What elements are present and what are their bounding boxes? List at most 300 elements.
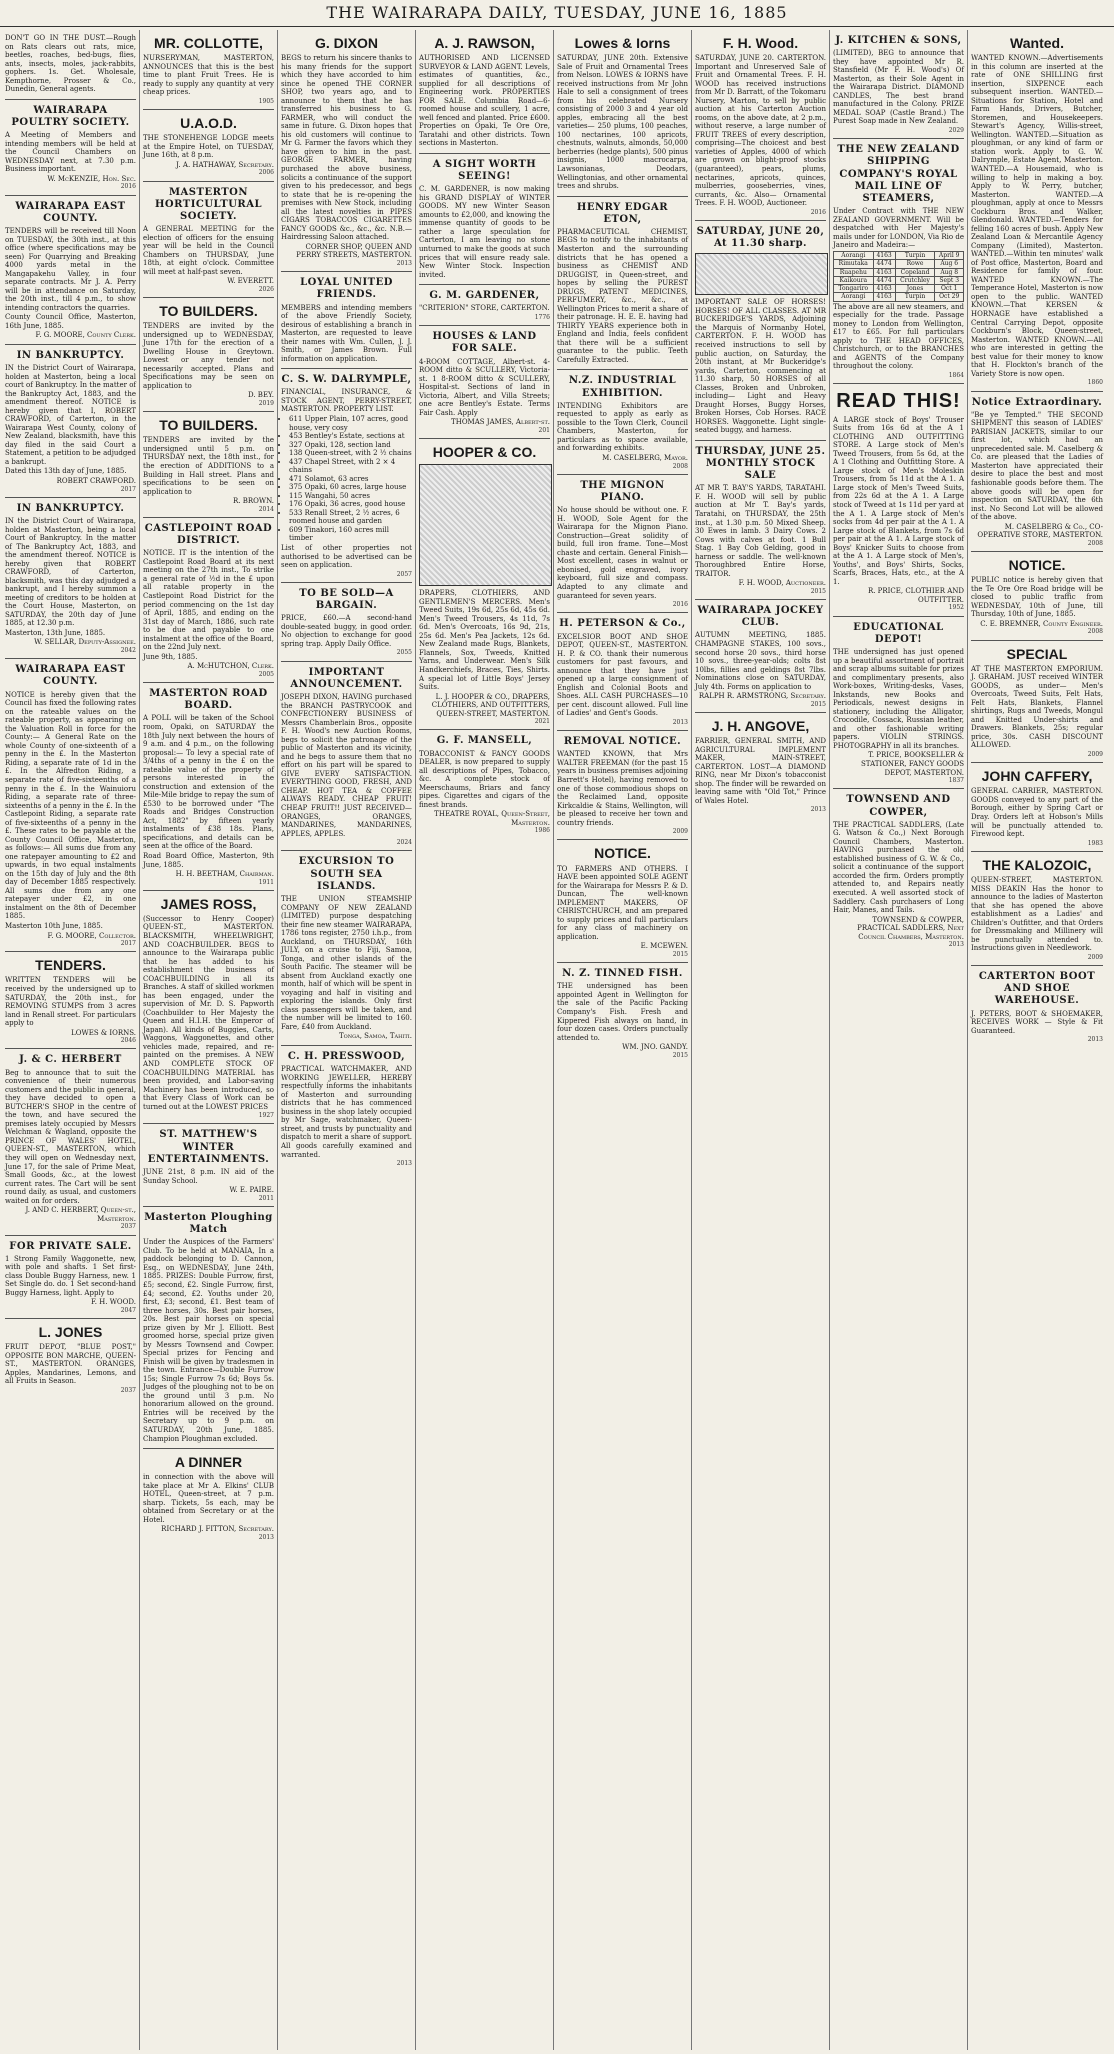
ad-reference-number: 2015	[810, 700, 826, 708]
ad-signature: THOMAS JAMES, Albert-st.	[451, 418, 550, 427]
column-2	[140, 30, 278, 2050]
ad-heading: THE MIGNON PIANO.	[580, 479, 665, 504]
ad-heading: N. Z. TINNED FISH.	[562, 968, 683, 980]
ad-body: MEMBERS and intending members of the above Friendly Society, desirous of establishing a branch in Masterton, are requested to leave their names with Wm. Cullen, J. J. Smith, or James Brown. Full information on application.	[281, 303, 412, 363]
ad-heading: Lowes & Iorns	[574, 35, 671, 51]
ad-body: THE STONEHENGE LODGE meets at the Empire Hotel, on TUESDAY, June 16th, at 8 p.m.	[143, 134, 274, 160]
ad-reference-number: 1927	[258, 1112, 274, 1120]
table-cell: Tongariro	[834, 285, 874, 293]
ad-heading: ST. MATTHEW'S WINTER ENTERTAINMENTS.	[147, 1129, 270, 1165]
advertisement	[281, 851, 412, 1046]
table-cell: Turpin	[895, 251, 935, 259]
ad-body: AUTHORISED AND LICENSED SURVEYOR & LAND AGENT. Levels, estimates of quantities, &c., supplied for all descriptions of Engineering work. PROPERTIES FOR SALE. Columbia Road—6-roomed house and scullery, 1 acre, well fenced and planted. Price £600. Properties on Opaki, Te Ore Ore, Taratahi and other districts. Town sections in Masterton.	[419, 54, 550, 148]
ad-heading: LOYAL UNITED FRIENDS.	[300, 277, 393, 301]
advertisement	[143, 298, 274, 412]
ad-heading: TENDERS.	[35, 957, 106, 974]
table-cell: Ruapehu	[834, 268, 874, 276]
advertisement	[5, 659, 136, 952]
table-cell: Aug 6	[935, 260, 964, 268]
ad-reference-number: 2015	[672, 950, 688, 958]
ad-reference-number: 2047	[120, 1306, 136, 1314]
table-cell: Jones	[895, 285, 935, 293]
ad-body: INTENDING Exhibitors are requested to apply as early as possible to the Town Clerk, Council Chambers, Masterton, for particulars as to space available, and forwarding exhibits.	[557, 401, 688, 453]
ad-heading: J. H. ANGOVE,	[711, 718, 810, 735]
ad-heading: HENRY EDGAR ETON,	[576, 201, 669, 225]
advertisement	[557, 613, 688, 731]
ad-signature: F. H. WOOD, Auctioneer.	[738, 579, 826, 588]
advertisement	[833, 30, 964, 139]
sailing-table	[833, 251, 964, 302]
ad-body: 1 Strong Family Waggonette, new, with pole and shafts. 1 Set first-class Double Buggy Harness, new. 1 Set Single do. do. 1 Set second-hand Buggy Harness, light. Apply to	[5, 1254, 136, 1297]
ad-heading: THURSDAY, JUNE 25. MONTHLY STOCK SALE	[695, 445, 826, 482]
table-cell: April 9	[935, 251, 964, 259]
ad-heading: H. PETERSON & Co.,	[559, 618, 686, 630]
ad-body: THE PRACTICAL SADDLERS, (Late G. Watson & Co.,) Next Borough Council Chambers, Masterton. HAVING purchased the old established business of G. W. & Co., solicit a continuance of the support accorded the firm. Orders promptly attended to, and Repairs neatly executed. A well assorted stock of Saddlery. Cash purchasers of Long Hair, Manes, and Tails.	[833, 820, 964, 915]
ad-body: NOTICE. IT is the intention of the Castlepoint Road Board at its next meeting on the 27th inst., To strike a general rate of ½d in the £ upon all ratable property in the Castlepoint Road District for the period commencing on the 1st day of April, 1885, and ending on the 31st day of March, 1886, such rate to be due and payable to one instalment at the office of the Board, on the 22nd July next.	[143, 549, 274, 652]
ad-heading: JOHN CAFFERY,	[981, 768, 1093, 785]
advertisement	[5, 1049, 136, 1235]
ad-signature: D. BEY.	[247, 391, 274, 400]
ad-reference-number: 2015	[672, 1051, 688, 1059]
advertisement	[5, 952, 136, 1049]
ad-reference-number: 2037	[120, 1223, 136, 1231]
ad-reference-number: 1952	[948, 604, 964, 612]
ad-heading: U.A.O.D.	[180, 115, 237, 132]
column-5	[554, 30, 692, 2050]
table-cell: 4163	[873, 251, 895, 259]
ad-body: (Successor to Henry Cooper) QUEEN-ST., MASTERTON. BLACKSMITH, WHEELWRIGHT, AND COACHBUILDER. BEGS to announce to the Wairarapa public that he has added to his establishment the business of COACHBUILDING in all its Branches. A staff of skilled workmen has been engaged, under the supervision of Mr. D. S. Papworth (Coachbuilder to Her Majesty the Queen and H.I.H. the Emperor of Japan). All kinds of Buggies, Carts, Waggons, Waggonettes, and other vehicles made, repaired, and re-painted on the premises. A NEW AND COMPLETE STOCK OF COACHBUILDING MATERIAL has been provided, and Labor-saving Machinery has been introduced, so that Every Class of Work can be turned out at the LOWEST PRICES	[143, 914, 274, 1111]
ad-reference-number: 2019	[258, 400, 274, 408]
advertisement	[833, 789, 964, 952]
advertisement	[5, 1236, 136, 1320]
column-1	[2, 30, 140, 2050]
list-item: • 375 Opaki, 60 acres, large house	[289, 483, 412, 492]
ad-heading: READ THIS!	[836, 390, 961, 413]
ad-signature: WM. JNO. GANDY.	[622, 1043, 688, 1052]
ad-body: FINANCIAL, INSURANCE, & STOCK AGENT, PERRY-STREET, MASTERTON. PROPERTY LIST.	[281, 388, 412, 414]
ad-body: TENDERS will be received till Noon on TUESDAY, the 30th inst., at this office (where specifications may be seen) For Quarrying and Breaking 4000 yards metal in the Mangapakehu Valley, in four separate contracts. Mr J. A. Perry will be in attendance on Saturday, the 20th inst., till 4 p.m., to show intending contractors the quarries.	[5, 226, 136, 312]
list-item: • 437 Chapel Street, with 2 × 4 chains	[289, 458, 412, 475]
ad-heading: NOTICE.	[594, 845, 651, 862]
ad-body: EXCELSIOR BOOT AND SHOE DEPOT, QUEEN-ST., MASTERTON. H. P. & CO. thank their numerous customers for past favours, and announce that they have just opened up a large consignment of English and Colonial Boots and Shoes. ALL CASH PURCHASES—10 per cent. discount allowed. Full line of Ladies' and Gent's Goods.	[557, 632, 688, 718]
advertisement	[143, 1207, 274, 1449]
ad-reference-number: 2013	[810, 806, 826, 814]
advertisement	[5, 345, 136, 498]
ad-body: AT MR T. BAY'S YARDS, TARATAHI. F. H. WOOD will sell by public auction at Mr T. Bay's yards, Taratahi, on THURSDAY, the 25th inst., at 1.30 p.m. 50 Mixed Sheep. 30 Ewes in lamb. 3 Dairy Cows. 2 Cows with calves at foot. 1 Bull Stag. 1 Bay Cob Gelding, good in harness or saddle. The well-known Thoroughbred Entire Horse, TRAITOR.	[695, 484, 826, 578]
ad-body: FRUIT DEPOT, "BLUE POST," OPPOSITE BON MARCHE, QUEEN-ST., MASTERTON. ORANGES, Apples, Mandarines, Lemons, and all Fruits in Season.	[5, 1343, 136, 1386]
advertisement	[281, 369, 412, 583]
advertisement	[281, 30, 412, 272]
advertisement	[971, 763, 1103, 852]
ad-reference-number: 2017	[120, 940, 136, 948]
advertisement	[143, 412, 274, 518]
ad-body: PRICE, £60.—A second-hand double-seated buggy, in good order. No objection to exchange for good spring trap. Apply Daily Office.	[281, 614, 412, 648]
ad-heading: CASTLEPOINT ROAD DISTRICT.	[144, 522, 273, 547]
ad-reference-number: 2006	[258, 169, 274, 177]
ad-reference-number: 2029	[948, 126, 964, 134]
ad-reference-number: 2013	[258, 1533, 274, 1541]
ad-body: TO FARMERS AND OTHERS. I HAVE been appointed SOLE AGENT for the Wairarapa for Messrs P. & D. Duncan, The well-known IMPLEMENT MAKERS, OF CHRISTCHURCH, and am prepared to supply prices and full particulars for any class of machinery on application.	[557, 864, 688, 941]
ad-reference-number: 2008	[1087, 628, 1103, 636]
ad-body: THE undersigned has just opened up a beautiful assortment of portrait and scrap albums suitable for prizes and complimentary presents, also Work-boxes, Writing-desks, Vases, Inkstands, new Books and Periodicals, newest designs in stationery, including the Alligator, Crocodile, Cossack, Russian leather, and other fashionable writing papers. VIOLIN STRINGS. PHOTOGRAPHY in all its branches.	[833, 648, 964, 750]
ad-signature: W. McKENZIE, Hon. Sec.	[47, 174, 136, 183]
ad-body: PHARMACEUTICAL CHEMIST, BEGS to notify to the inhabitants of Masterton and the surrounding districts that he has opened a business as CHEMIST AND DRUGGIST, in Queen-street, and hopes by selling the PUREST DRUGS, PATENT MEDICINES, PERFUMERY, &c., &c., at Wellington Prices to merit a share of their patronage. H. E. E. having had THIRTY YEARS experience both in England and India, feels confident that there will be a sufficient guarantee to the public. Teeth Carefully Extracted.	[557, 227, 688, 364]
ad-reference-number: 2037	[120, 1386, 136, 1394]
advertisement	[143, 518, 274, 683]
ad-body: TENDERS are invited by the undersigned up to WEDNESDAY, June 17th for the erection of a Dwelling House in Greytown. Lowest or any tender not necessarily accepted. Plans and Specifications may be seen on application to	[143, 322, 274, 390]
ad-heading: G. M. GARDENER,	[429, 290, 540, 302]
table-cell: Aorangi	[834, 251, 874, 259]
table-cell: Copeland	[895, 268, 935, 276]
ad-body: JOSEPH DIXON, HAVING purchased the BRANCH PASTRYCOOK and CONFECTIONERY BUSINESS of Messrs Chamberlain Bros., opposite F. H. Wood's new Auction Rooms, begs to solicit the patronage of the public of Masterton and its vicinity, and he begs to assure them that no effort on his part will be spared to GIVE EVERY SATISFACTION. EVERYTHING GOOD, FRESH, AND CHEAP. HOT TEA & COFFEE ALWAYS READY. CHEAP FRUIT! CHEAP FRUIT!! JUST RECEIVED— ORANGES, ORANGES, MANDARINES, MANDARINES, APPLES, APPLES.	[281, 693, 412, 838]
ad-body: SATURDAY, JUNE 20. CARTERTON. Important and Unreserved Sale of Fruit and Ornamental Trees. F. H. WOOD has received instructions from Mr D. Barratt, of the Tokomaru Nursery, Marton, to sell by public auction at his Carterton Auction rooms, on the above date, at 2 p.m., without reserve, a large number of FRUIT TREES of every description, comprising—The choicest and best varieties of Apples, 4000 of which are grown on blight-proof stocks (guaranteed), pears, plums, nectarines, apricots, quinces, mulberries, gooseberries, vines, currants, &c. Also— Ornamental Trees. F. H. WOOD, Auctioneer.	[695, 54, 826, 208]
table-cell: Kaikoura	[834, 276, 874, 284]
ad-body: Under the Auspices of the Farmers' Club. To be held at MANAIA, In a paddock belonging to D. Cannon, Esq., on WEDNESDAY, June 24th, 1885. PRIZES: Double Furrow, first, £5; second, £2. Single Furrow, first, £4; second, £2. Youths under 20, first, £3; second, £1. Best team of three horses, 30s. Best pair horses, 20s. Best pair horses on special prize given by Mr J. Elliott. Best groomed horse, special prize given by Messrs Townsend and Cowper. Special prizes for Fencing and Finish will be given by tradesmen in the town. Entrance—Double Furrow 15s; Single Furrow 7s 6d; Boys 5s. Judges of the ploughing not to be on the ground until 3 p.m. No honorarium allowed on the ground. Entries will be received by the Secretary up to 9 p.m. on SATURDAY, 20th June, 1885. Champion Ploughman excluded.	[143, 1238, 274, 1443]
ad-reference-number: 2013	[396, 1160, 412, 1168]
ad-heading: TOWNSEND AND COWPER,	[846, 794, 951, 818]
advertisement	[281, 583, 412, 662]
ad-signature: ROBERT CRAWFORD.	[56, 476, 136, 485]
ad-reference-number: 2024	[396, 839, 412, 847]
ad-body: (LIMITED), BEG to announce that they have appointed Mr R. Stansfield (Mr F. H. Wood's) Of Masterton, as their Sole Agent in the Wairarapa District. DIAMOND CANDLES, The best brand manufactured in the Colony. PRIZE MEDAL SOAP (Castle Brand.) The Purest Soap made in New Zealand.	[833, 49, 964, 126]
ad-body-continued: The above are all new steamers, and especially for the trade. Passage money to London from Wellington, £17 to £65. For full particulars apply to THE HEAD OFFICES, Christchurch, or to the BRANCHES and AGENTS of the Company throughout the colony.	[833, 302, 964, 371]
ad-body: IMPORTANT SALE OF HORSES! HORSES! OF ALL CLASSES. AT MR BUCKERIDGE'S YARDS, Adjoining the Marquis of Normanby Hotel, CARTERTON. F. H. WOOD has received instructions to sell by public auction, on Saturday, the 20th instant, at Mr Buckeridge's yards, Carterton, commencing at 11.30 sharp, 50 HORSES of all Classes, Broken and Unbroken, including— Light and Heavy Draught Horses, Buggy Horses, Broken Horses, Cob Horses. RACE HORSES. Waggonette. Light single-seated buggy, and harness.	[695, 298, 826, 435]
advertisement	[143, 1124, 274, 1206]
advertisement	[971, 966, 1103, 1047]
ad-heading: CARTERTON BOOT AND SHOE WAREHOUSE.	[978, 971, 1096, 1007]
list-item: • 327 Opaki, 128, section land	[289, 441, 412, 450]
ad-body: A LARGE stock of Boys' Trouser Suits from 16s 6d at the A 1 CLOTHING AND OUTFITTING STORE. A Large stock of Men's Tweed Trousers, from 5s 6d, at the A 1 Clothing and Outfitting Store. A Large stock of Men's Moleskin Trousers, from 5s 11d at the A 1. A Large stock of Men's Tweed Suits, from 22s 6d at the A 1. A Large stock of Tweed at 1s 11d per yard at the A 1. A Large stock of Men's socks from 4d per pair at the A 1. A Large stock of Blankets, from 7s 6d per pair at the A 1. A Large stock of Boys' Knicker Suits to choose from at the A 1. A Large stock of Men's, Youths', and Boys' Shirts, Socks, Scarfs, Braces, Hats, etc., at the A 1.	[833, 415, 964, 586]
ad-body: IN the District Court of Wairarapa, holden at Masterton, being a local court of Bankruptcy. In the matter of the Bankruptcy Act, 1883, and the amendment thereof. NOTICE is hereby given that I, ROBERT CRAWFORD, of Carterton, in the Wairarapa West County, colony of New Zealand, blacksmith, have this day filed in the said Court a Statement, a petition to be adjudged a bankrupt.	[5, 364, 136, 466]
advertisement	[143, 1449, 274, 1545]
column-3	[278, 30, 416, 2050]
ad-heading: IN BANKRUPTCY.	[16, 349, 125, 361]
column-7	[830, 30, 968, 2050]
ad-reference-number: 1860	[1087, 379, 1103, 387]
ad-signature: W. E. PAIRE.	[229, 1186, 274, 1195]
table-cell: Aug 8	[935, 268, 964, 276]
ad-heading: Masterton Ploughing Match	[144, 1211, 273, 1236]
table-cell: Turpin	[895, 293, 935, 301]
ad-body: THE UNION STEAMSHIP COMPANY OF NEW ZEALAND (LIMITED) purpose despatching their fine new steamer WAIRARAPA, 1786 tons register, 2750 i.h.p., from Auckland, on THURSDAY, 16th JULY, on a cruise to Fiji, Samoa, Tonga, and other islands of the South Pacific. The steamer will be absent from Auckland exactly one month, half of which will be spent in voyaging and half in visiting and exploring the islands. Only first class passengers will be taken, and the number will be limited to 160. Fare, £40 from Auckland.	[281, 894, 412, 1031]
ad-heading: WAIRARAPA JOCKEY CLUB.	[697, 605, 824, 629]
advertisement	[281, 1046, 412, 1171]
advertisement	[557, 30, 688, 197]
advertisement	[557, 731, 688, 840]
ad-heading: IMPORTANT ANNOUNCEMENT.	[290, 666, 403, 690]
ad-signature: F. G. MOORE, Collector.	[47, 931, 136, 940]
advertisement	[5, 30, 136, 100]
ad-reference-number: 2008	[1087, 539, 1103, 547]
table-cell: Oct 29	[935, 293, 964, 301]
advertisement	[143, 182, 274, 299]
masthead-title: THE WAIRARAPA DAILY, TUESDAY, JUNE 16, 1885	[326, 3, 788, 22]
advertisement	[419, 326, 550, 439]
advertisement	[419, 439, 550, 730]
list-item: • 453 Bentley's Estate, sections at	[289, 432, 412, 441]
ad-body: WANTED KNOWN.—Advertisements in this column are inserted at the rate of ONE SHILLING first insertion, SIXPENCE each subsequent insertion. WANTED.—Situations for Station, Hotel and Farm Hands, Drivers, Butcher, Storemen, and Housekeepers. Stewart's Agency, Willis-street, Wellington. WANTED.—Situation as ploughman, or any kind of farm or station work. Apply to G. W. Dalrymple, Estate Agent, Masterton. WANTED.—A Housemaid, who is willing to help in making a boy. Apply to W. Perry, butcher, Masterton. WANTED.—A ploughman, apply at once to Messrs Cockburn Bros. and Walker, Glendonald. WANTED.—Tenders for felling 160 acres of bush. Apply New Zealand Loan & Mercantile Agency Company (Limited), Masterton. WANTED.—Within ten minutes' walk of Post office, Masterton, Board and Residence for family of four. WANTED KNOWN.—The Temperance Hotel, Masterton is now open to the public. WANTED KNOWN.—That KERSEN & HORNAGE have established a Central Carrying Depot, opposite Cockburn's Block, Queen-street, Masterton. WANTED KNOWN.—All who are interested in getting the best value for their money to know that H. Flockton's branch of the Variety Store is now open.	[971, 54, 1103, 378]
ad-signature: RICHARD J. FITTON, Secretary.	[161, 1525, 274, 1534]
advertisement	[281, 662, 412, 852]
ad-date: June 9th, 1885.	[143, 652, 198, 661]
table-cell: 4474	[873, 260, 895, 268]
masthead	[0, 0, 1114, 27]
table-row	[834, 293, 964, 301]
advertisement	[971, 641, 1103, 764]
ad-reference-number: 2017	[120, 485, 136, 493]
ad-heading: G. F. MANSELL,	[436, 735, 533, 747]
ad-heading: JAMES ROSS,	[160, 895, 257, 912]
advertisement	[5, 1319, 136, 1398]
advertisement	[419, 730, 550, 838]
ad-reference-number: 2013	[672, 718, 688, 726]
ad-reference-number: 2013	[1087, 1036, 1103, 1044]
advertisement	[281, 272, 412, 369]
ad-body: "CRITERION" STORE, CARTERTON.	[419, 304, 550, 313]
ad-signature: W. EVERETT.	[227, 277, 274, 286]
ad-body: A GENERAL MEETING for the election of officers for the ensuing year will be held in the Council Chambers on THURSDAY, June 18th, at eight o'clock. Committee will meet at half-past seven.	[143, 225, 274, 276]
ad-reference-number: 1983	[1087, 839, 1103, 847]
ad-signature: F. H. WOOD.	[90, 1298, 136, 1307]
ad-heading: G. DIXON	[314, 35, 378, 51]
ad-heading: Wanted.	[1010, 35, 1064, 51]
ad-signature: L. J. HOOPER & CO., DRAPERS, CLOTHIERS, AND OUTFITTERS, QUEEN-STREET, MASTERTON.	[431, 692, 550, 718]
ad-reference-number: 2055	[396, 649, 412, 657]
table-row	[834, 276, 964, 284]
list-item: • 138 Queen-street, with 2 ½ chains	[289, 449, 412, 458]
ad-heading: THE NEW ZEALAND SHIPPING COMPANY'S ROYAL MAIL LINE OF STEAMERS,	[837, 144, 960, 205]
ad-body: JUNE 21st, 8 p.m. IN aid of the Sunday School.	[143, 1168, 274, 1185]
ad-body: AUTUMN MEETING, 1885. CHAMPAGNE STAKES, 100 sovs., second horse 20 sovs., third horse 10 sovs., three-year-olds; colts 8st 10lbs, fillies and geldings 8st 7lbs. Nominations close on SATURDAY, July 4th. Forms on application to	[695, 631, 826, 691]
ad-reference-number: 1986	[534, 827, 550, 835]
ad-body: TOBACCONIST & FANCY GOODS DEALER, is now prepared to supply all descriptions of Pipes, Tobacco, &c. A complete stock of Meerschaums, Briars and fancy pipes. Cigarettes and cigars of the finest brands.	[419, 749, 550, 809]
ad-heading: EXCURSION TO SOUTH SEA ISLANDS.	[298, 856, 395, 892]
ad-heading: MR. COLLOTTE,	[154, 35, 263, 51]
ad-body: Beg to announce that to suit the convenience of their numerous customers and the public in general, they have decided to open a BUTCHER'S SHOP in the centre of the town, and have secured the premises lately occupied by Messrs Welchman & Wagland, opposite the PRINCE OF WALES' HOTEL, QUEEN-ST., MASTERTON, which they will open on Wednesday next, June 17, for the sale of Prime Meat, Small Goods, &c., at the lowest current rates. The Cart will be sent round daily, as usual, and customers waited on for orders.	[5, 1068, 136, 1205]
ad-signature: T. PRICE, BOOKSELLER & STATIONER, FANCY GOODS DEPOT, MASTERTON.	[861, 751, 964, 777]
advertisement	[143, 30, 274, 110]
newspaper-columns	[2, 30, 1112, 2050]
table-row	[834, 251, 964, 259]
ad-reference-number: 2009	[1087, 953, 1103, 961]
table-cell: Rimutaka	[834, 260, 874, 268]
ad-heading: REMOVAL NOTICE.	[563, 736, 682, 748]
ad-heading: MASTERTON ROAD BOARD.	[149, 688, 268, 712]
ad-body: A Meeting of Members and intending members will be held at the Council Chambers on WEDNESDAY next, at 7.30 p.m. Business important.	[5, 131, 136, 174]
illustration-image	[419, 464, 552, 586]
advertisement	[971, 852, 1103, 966]
advertisement	[557, 475, 688, 614]
ad-body: J. PETERS, BOOT & SHOEMAKER, RECEIVES WORK — Style & Fit Guaranteed.	[971, 1009, 1103, 1035]
ad-heading: TO BE SOLD—A BARGAIN.	[299, 587, 394, 612]
advertisement	[5, 196, 136, 345]
ad-signature: R. PRICE, CLOTHIER AND OUTFITTER.	[867, 587, 964, 604]
ad-heading: J. & C. HERBERT	[19, 1054, 122, 1066]
ad-date: Masterton, 13th June, 1885.	[5, 628, 106, 637]
advertisement	[419, 30, 550, 154]
ad-reference-number: 2015	[810, 587, 826, 595]
ad-reference-number: 2016	[810, 208, 826, 216]
table-cell: Crutchley	[895, 276, 935, 284]
ad-signature: R. BROWN.	[233, 497, 274, 506]
ad-signature: J. AND C. HERBERT, Queen-st., Masterton.	[25, 1206, 136, 1223]
table-row	[834, 268, 964, 276]
advertisement	[695, 713, 826, 818]
ad-reference-number: 1911	[258, 878, 274, 886]
ad-body: SATURDAY, JUNE 20th. Extensive Sale of Fruit and Ornamental Trees from Nelson. LOWES & IORNS have received instructions from Mr John Hale to sell a consignment of trees from his celebrated Nursery consisting of 2000 3 and 4 year old apples, embracing all the best varieties— 250 plums, 100 peaches, 100 nectarines, 100 apricots, chestnuts, walnuts, almonds, 50,000 berberries (hedge plants), 500 pinus insignis, 1000 macrocarpa, Lawsonianas, Deodars, Wellingtonias, and other ornamental trees and shrubs.	[557, 54, 688, 191]
ad-heading: THE KALOZOIC,	[982, 856, 1092, 873]
ad-body: FARRIER, GENERAL SMITH, AND AGRICULTURAL IMPLEMENT MAKER, MAIN-STREET, CARTERTON. LOST—A DIAMOND RING, near Mr Dixon's tobacconist shop. The finder will be rewarded on leaving same with "Old Tot," Prince of Wales Hotel.	[695, 737, 826, 805]
ad-signature: CORNER SHOP, QUEEN AND PERRY STREETS, MASTERTON.	[296, 242, 412, 260]
ad-heading: A SIGHT WORTH SEEING!	[432, 158, 537, 183]
ad-body: No house should be without one. F. H. WOOD, Sole Agent for the Wairarapa for the Mignon Piano. Construction—Great solidity of build, full iron frame. Tone—Most chaste and certain. General Finish—Most excellent, cases in walnut or ebonised, gold engraved, ivory keyboard, full size and compass. Adapted to any climate and guaranteed for seven years.	[557, 506, 688, 600]
advertisement	[971, 392, 1103, 552]
ad-reference-number: 2009	[672, 828, 688, 836]
ad-heading: Notice Extraordinary.	[971, 396, 1103, 408]
ad-body: WANTED KNOWN, that Mrs WALTER FREEMAN (for the past 15 years in business premises adjoining Barrett's Hotel), having removed to one of those commodious shops on the Reclaimed Land, opposite Kirkcaldie & Stains, Wellington, will be pleased to receive her town and country friends.	[557, 750, 688, 827]
ad-heading: WAIRARAPA POULTRY SOCIETY.	[11, 104, 130, 128]
advertisement	[419, 154, 550, 285]
ad-signature: TOWNSEND & COWPER, PRACTICAL SADDLERS, Next Council Chambers, Masterton.	[857, 915, 964, 941]
ad-heading: L. JONES	[38, 1324, 103, 1341]
ad-heading: HOOPER & CO.	[432, 444, 537, 461]
ad-body: QUEEN-STREET, MASTERTON. MISS DEAKIN Has the honor to announce to the ladies of Masterton that she has opened the above establishment as a Ladies' and Children's Outfitter, and that Orders for Dressmaking and Millinery will be punctually attended to. Instructions given in Needlework.	[971, 875, 1103, 953]
ad-heading: N.Z. INDUSTRIAL EXHIBITION.	[568, 375, 677, 399]
ad-heading: SATURDAY, JUNE 20, At 11.30 sharp.	[696, 225, 825, 250]
ad-body: 4-ROOM COTTAGE, Albert-st. 4-ROOM ditto & SCULLERY, Victoria-st. 1 8-ROOM ditto & SCULLERY, Hospital-st. Sections of land in Victoria, Albert, and Villa Streets; one acre Bentley's Estate. Terms Fair Cash. Apply	[419, 357, 550, 417]
ad-reference-number: 2046	[120, 1037, 136, 1045]
ad-reference-number: 2011	[258, 1194, 274, 1202]
advertisement	[557, 963, 688, 1063]
advertisement	[971, 552, 1103, 641]
ad-body: PRACTICAL WATCHMAKER, AND WORKING JEWELLER, HEREBY respectfully informs the inhabitants of Masterton and surrounding districts that he has commenced business in the shop lately occupied by Mr Sage, watchmaker, Queen-street, and trusts by punctuality and dispatch to merit a share of support. All goods carefully examined and warranted.	[281, 1065, 412, 1159]
advertisement	[557, 840, 688, 963]
ad-body: C. M. GARDENER, is now making his GRAND DISPLAY of WINTER GOODS. MY new Winter Season amounts to £2,000, and knowing the immense quantity of goods to be rather a large speculation for Carterton, I am leaving no stone unturned to make the goods at such prices that will ensure ready sale. New Winter Stock. Inspection invited.	[419, 185, 550, 279]
ad-reference-number: 1837	[948, 777, 964, 785]
ad-reference-number: 2013	[396, 259, 412, 267]
ad-signature: Tonga, Samoa, Tahiti.	[338, 1032, 412, 1041]
table-cell: 4474	[873, 276, 895, 284]
ad-heading: C. S. W. DALRYMPLE,	[281, 374, 412, 386]
advertisement	[833, 139, 964, 384]
ad-reference-number: 1864	[948, 372, 964, 379]
advertisement	[833, 384, 964, 616]
advertisement	[695, 30, 826, 221]
ad-body: GENERAL CARRIER, MASTERTON. GOODS conveyed to any part of the Borough, either by Spring Cart or Dray. Orders left at Hobson's Mills will be punctually attended to. Firewood kept.	[971, 787, 1103, 839]
ad-reference-number: 2057	[396, 570, 412, 578]
ad-body: NOTICE is hereby given that the Council has fixed the following rates on the rateable values on the rateable property, as appearing on the Valuation Roll in force for the County:— A General Rate on the whole County of one-sixteenth of a penny in the £. In the Masterton Riding, a separate rate of 1d in the £. In the Alfredton Riding, a separate rate of five-sixteenths of a penny in the £. In the Wainuioru Riding, a separate rate of three-sixteenths of a penny in the £. In the Castlepoint Riding, a separate rate of five-sixteenths of a penny in the £. These rates to be payable at the County Council Office, Masterton, as follows:— All sums due from any one ratepayer amounting to £2 and upwards, in two equal instalments on the 15th day of July and the 8th day of December 1885 respectively. All sums due from any one ratepayer under £2, in one instalment on the 8th of December 1885.	[5, 690, 136, 921]
ad-body: in connection with the above will take place at Mr A. Elkins' CLUB HOTEL, Queen-street, at 7 p.m. sharp. Tickets, 5s each, may be obtained from Secretary or at the Hotel.	[143, 1473, 274, 1524]
property-list	[281, 415, 412, 543]
ad-reference-number: 2016	[672, 601, 688, 609]
advertisement	[695, 441, 826, 600]
ad-body: Under Contract with THE NEW ZEALAND GOVERNMENT. Will be despatched with Her Majesty's mails under for LONDON, Via Rio de Janeiro and Madeira:—	[833, 207, 964, 250]
list-item: • 533 Renall Street, 2 ½ acres, 6 roomed house and garden	[289, 509, 412, 526]
table-cell: Sept 3	[935, 276, 964, 284]
ad-signature: THEATRE ROYAL, Queen-Street, Masterton.	[434, 810, 550, 827]
ad-heading: SPECIAL	[1006, 645, 1068, 662]
ad-reference-number: 2016	[120, 183, 136, 191]
ad-reference-number: 1776	[534, 313, 550, 321]
ad-body: TENDERS are invited by the undersigned until 5 p.m. on THURSDAY next, the 18th inst., for the erection of ADDITIONS to a Building in Hall street. Plans and specifications to be seen on application to	[143, 436, 274, 496]
ad-reference-number: 2005	[258, 670, 274, 678]
ad-body-continued: List of other properties not authorised to be advertised can be seen on application.	[281, 543, 412, 570]
table-cell: Oct 1	[935, 285, 964, 293]
ad-signature: M. CASELBERG & Co., CO-OPERATIVE STORE, MASTERTON.	[977, 522, 1103, 540]
table-cell: 4163	[873, 293, 895, 301]
ad-reference-number: 201	[538, 426, 550, 434]
ad-reference-number: 2021	[534, 718, 550, 726]
ad-body: BEGS to return his sincere thanks to his many friends for the support which they have accorded to him since he opened THE CORNER SHOP, two years ago, and to announce to them that he has transferred his business to G. FARMER, who will conduct the same in future. G. Dixon hopes that his old customers will continue to Mr G. Farmer the favors which they have given to him in the past. GEORGE FARMER, having purchased the above business, solicits a continuance of the support given to his predecessor, and begs to state that he is re-opening the premises with New Stock, including all the latest novelties in PIPES CIGARS TOBACCOS CIGARETTES FANCY GOODS &c., &c., &c. N.B.—Hairdressing Saloon attached.	[281, 54, 412, 242]
ad-reference-number: 2008	[672, 462, 688, 470]
ad-date: Dated this 13th day of June, 1885.	[5, 467, 127, 476]
ad-date: Road Board Office, Masterton, 9th June, 1885.	[143, 851, 274, 869]
ad-heading: TO BUILDERS.	[159, 303, 258, 320]
ad-body: WRITTEN TENDERS will be received by the undersigned up to SATURDAY, the 20th inst., for REMOVING STUMPS from 3 acres land in Renall street. For particulars apply to	[5, 976, 136, 1028]
table-row	[834, 285, 964, 293]
advertisement	[557, 197, 688, 371]
advertisement	[143, 683, 274, 891]
advertisement	[5, 498, 136, 659]
ad-heading: IN BANKRUPTCY.	[16, 502, 125, 514]
ad-date: Masterton 10th June, 1885.	[5, 922, 103, 930]
list-item: • 611 Upper Plain, 107 acres, good house, very cosy	[289, 415, 412, 432]
list-item: • 176 Opaki, 36 acres, good house	[289, 500, 412, 509]
advertisement	[695, 221, 826, 441]
ad-reference-number: 2026	[258, 285, 274, 293]
ad-reference-number: 1905	[258, 97, 274, 105]
table-cell: Aorangi	[834, 293, 874, 301]
ad-heading: NOTICE.	[1008, 557, 1066, 574]
ad-signature: RALPH R. ARMSTRONG, Secretary.	[698, 692, 826, 701]
table-cell: 4163	[873, 285, 895, 293]
ad-body: IN the District Court of Wairarapa, holden at Masterton, being a local Court of Bankruptcy. In the matter of The Bankruptcy Act, 1883, and the amendment thereof. NOTICE is hereby given that ROBERT CRAWFORD, of Carterton, blacksmith, was this day adjudged a bankrupt, and I hereby summon a meeting of creditors to be holden at the Court House, Masterton, on SATURDAY, the 20th day of June 1885, at 12.30 p.m.	[5, 517, 136, 628]
ad-heading: A. J. RAWSON,	[434, 35, 535, 51]
ad-heading: EDUCATIONAL DEPOT!	[853, 621, 944, 645]
ad-signature: C. E. BREMNER, County Engineer.	[980, 619, 1103, 628]
ad-date: County Council Office, Masterton, 16th June, 1885.	[5, 313, 136, 330]
advertisement	[5, 100, 136, 196]
ad-heading: WAIRARAPA EAST COUNTY.	[15, 200, 126, 224]
ad-body: NURSERYMAN, MASTERTON, ANNOUNCES that this is the best time to plant Fruit Trees. He is ready to supply any quantity at very cheap prices.	[143, 54, 274, 97]
advertisement	[557, 370, 688, 474]
ad-signature: E. MCEWEN.	[640, 942, 688, 951]
advertisement	[695, 600, 826, 713]
list-item: • 471 Solamot, 63 acres	[289, 475, 412, 484]
ad-signature: M. CASELBERG, Mayor.	[602, 454, 688, 463]
ad-heading: WAIRARAPA EAST COUNTY.	[15, 664, 126, 688]
ad-heading: TO BUILDERS.	[159, 417, 258, 434]
ad-heading: A DINNER	[174, 1454, 243, 1471]
ad-body: AT THE MASTERTON EMPORIUM. J. GRAHAM. JUST received WINTER GOODS, as under— Men's Overcoats, Tweed Suits, Felt Hats, Felt Hats, Blankets, Flannel shirtings, Rugs and Tweeds, Mongul and Knitted Under-shirts and Drawers. Blankets, 25s; regular price, 30s. CASH DISCOUNT ALLOWED.	[971, 664, 1103, 750]
advertisement	[143, 110, 274, 182]
ad-signature: H. H. BEETHAM, Chairman.	[175, 870, 274, 879]
column-6	[692, 30, 830, 2050]
ad-heading: F. H. Wood.	[722, 35, 799, 51]
table-row	[834, 260, 964, 268]
illustration-image	[695, 253, 828, 295]
ad-body: DON'T GO IN THE DUST.—Rough on Rats clears out rats, mice, beetles, roaches, bed-bugs, flies, ants, insects, moles, jack-rabbits, gophers. 1s. Get. Wholesale, Kempthorne, Prosser & Co., Dunedin, General agents.	[5, 34, 136, 94]
ad-body: THE undersigned has been appointed Agent in Wellington for the sale of the Pacific Packing Company's Fish. Fresh and Kippered Fish always on hand, in four dozen cases. Orders punctually attended to.	[557, 982, 688, 1042]
ad-reference-number: 2013	[948, 941, 964, 949]
advertisement	[143, 891, 274, 1125]
ad-heading: MASTERTON HORTICULTURAL SOCIETY.	[154, 186, 263, 222]
advertisement	[833, 617, 964, 790]
ad-signature: A. McHUTCHON, Clerk.	[187, 662, 274, 671]
ad-heading: C. H. PRESSWOOD,	[287, 1051, 406, 1063]
ad-signature: W. SELLAR, Deputy-Assignee.	[34, 638, 136, 647]
ad-body: "Be ye Tempted." THE SECOND SHIPMENT this season of LADIES' PARISIAN JACKETS, similar to our first lot, which had an unprecedented sale. M. Caselberg & Co. are pleased that the Ladies of Masterton have appreciated their desire to place the best and most fashionable goods before them. The above goods will be open for inspection on SATURDAY, the 6th inst. No Second Lot will be allowed of the above.	[971, 410, 1103, 522]
